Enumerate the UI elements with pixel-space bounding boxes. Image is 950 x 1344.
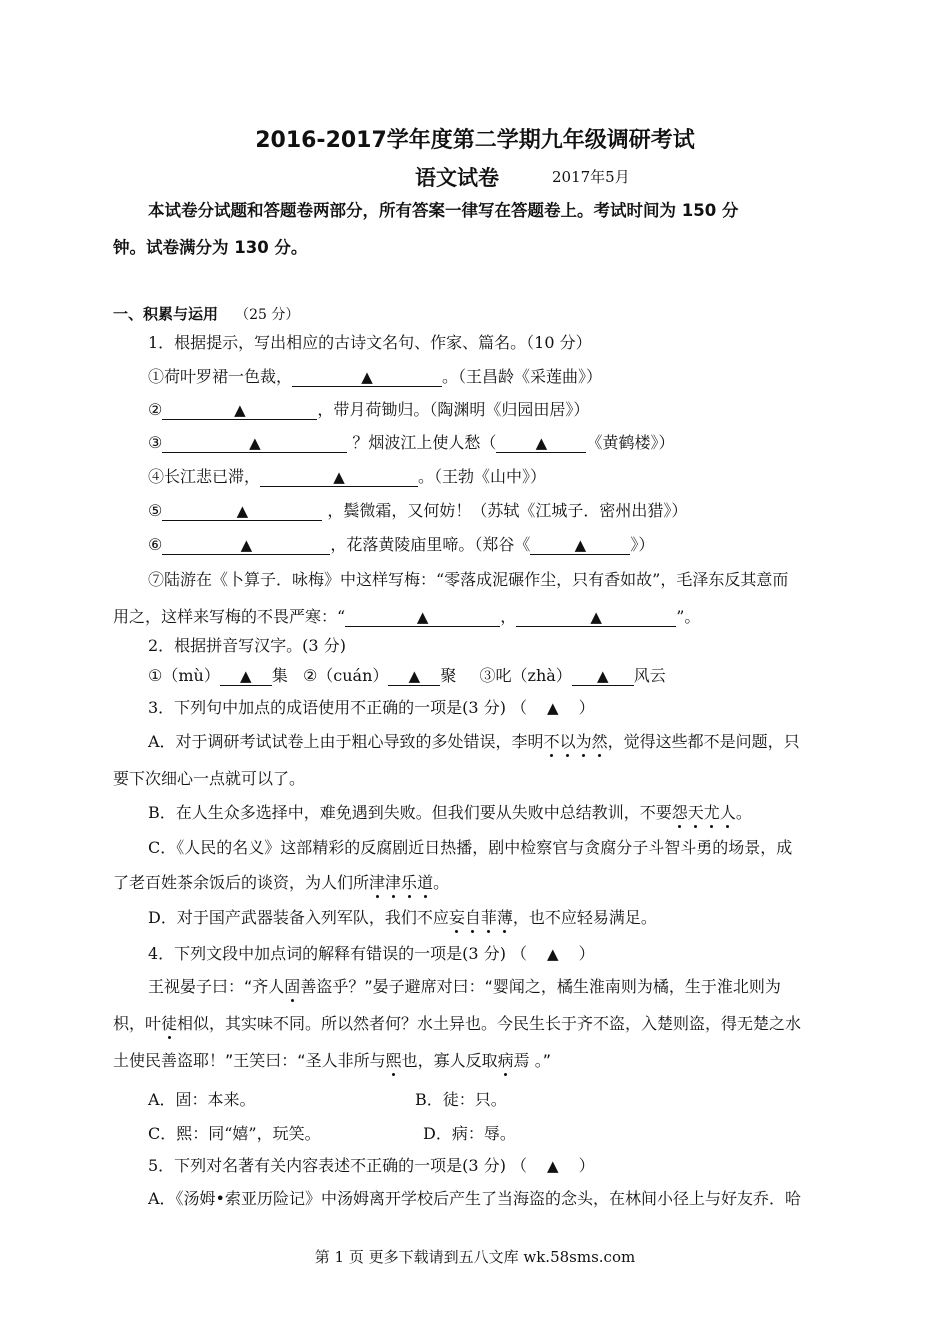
triangle-marker: ▲ (547, 945, 559, 963)
emphasis-char: 津 (369, 873, 386, 892)
dotted-idiom (369, 873, 433, 892)
exam-date: 2017年5月 (552, 168, 630, 186)
emphasis-char: 然 (591, 732, 608, 751)
dotted-idiom (672, 803, 736, 822)
triangle-marker: ▲ (408, 667, 421, 685)
q4-passage-line-1 (148, 977, 781, 997)
dotted-idiom (544, 732, 608, 751)
triangle-marker: ▲ (590, 608, 602, 626)
q4-p3-post: 焉 。” (513, 1051, 552, 1070)
subject-title: 语文试卷 (415, 166, 499, 190)
q1-item-7-post: ”。 (676, 607, 701, 626)
q1-item-4-post: 。（王勃《山中》） (418, 467, 547, 486)
q5-stem-text: 5．下列对名著有关内容表述不正确的一项是(3 分) （ (148, 1156, 528, 1175)
q1-item-1 (148, 367, 602, 387)
q2-b-post: 聚 (440, 666, 457, 685)
triangle-marker: ▲ (547, 1157, 559, 1175)
q1-item-4 (148, 467, 546, 487)
q3-a-pre: A．对于调研考试试卷上由于粗心导致的多处错误，李明 (148, 732, 544, 751)
q4-passage-line-2 (113, 1014, 801, 1034)
section-heading (113, 304, 299, 325)
dotted-word (386, 1051, 402, 1070)
answer-blank (516, 608, 676, 627)
page-footer: 第 1 页 更多下载请到五八文库 wk.58sms.com (314, 1248, 636, 1266)
q2-items (148, 666, 666, 686)
q3-d-pre: D．对于国产武器装备入列军队，我们不应 (148, 908, 449, 927)
emphasis-char: 徒 (161, 1014, 178, 1033)
q1-stem: 1．根据提示，写出相应的古诗文名句、作家、篇名。（10 分） (148, 333, 592, 352)
triangle-marker: ▲ (249, 434, 261, 452)
emphasis-char: 尤 (703, 803, 720, 822)
emphasis-char: 病 (497, 1051, 514, 1070)
q3-a-post: ，觉得这些都不是问题，只 (607, 732, 800, 751)
q3-option-b (148, 803, 752, 823)
answer-blank (388, 667, 440, 686)
q3-close: ） (578, 698, 595, 717)
emphasis-char: 固 (284, 977, 301, 996)
triangle-marker: ▲ (234, 401, 246, 419)
q3-option-a-line-1 (148, 732, 800, 752)
answer-blank (162, 536, 330, 555)
q2-b-pre: ②（cuán） (302, 666, 389, 685)
emphasis-char: 津 (385, 873, 402, 892)
q4-close: ） (578, 944, 595, 963)
q1-item-7-line-1: ⑦陆游在《卜算子．咏梅》中这样写梅：“零落成泥碾作尘，只有香如故”，毛泽东反其意而 (148, 570, 789, 589)
answer-blank (162, 434, 347, 453)
q3-d-post: ，也不应轻易满足。 (512, 908, 657, 927)
q3-option-d (148, 908, 657, 928)
emphasis-char: 怨 (671, 803, 688, 822)
q4-stem (148, 944, 595, 964)
q1-item-7-pre: 用之，这样来写梅的不畏严寒：“ (113, 607, 346, 626)
q4-option-d: D．病：辱。 (423, 1124, 516, 1143)
triangle-marker: ▲ (416, 608, 429, 626)
intro-line-1: 本试卷分试题和答题卷两部分，所有答案一律写在答题卷上。考试时间为 150 分 (148, 201, 739, 220)
answer-blank (572, 667, 634, 686)
q2-c-post: 风云 (633, 666, 666, 685)
q4-p3-mid: 也，寡人反取 (401, 1051, 498, 1070)
triangle-marker: ▲ (236, 502, 249, 520)
q3-option-a-line-2: 要下次细心一点就可以了。 (113, 769, 306, 788)
answer-blank (345, 608, 500, 627)
dotted-word (498, 1051, 514, 1070)
q1-item-2-post: ，带月荷锄归。（陶渊明《归园田居》） (317, 400, 590, 419)
q5-stem (148, 1156, 595, 1176)
q2-c-pre: ③叱（zhà） (479, 666, 572, 685)
q2-a-pre: ①（mù） (148, 666, 220, 685)
emphasis-char: 以 (559, 732, 576, 751)
answer-blank (162, 502, 322, 521)
answer-blank (162, 401, 317, 420)
emphasis-char: 妄 (448, 908, 465, 927)
triangle-marker: ▲ (574, 536, 587, 554)
q5-close: ） (578, 1156, 595, 1175)
q1-item-4-pre: ④长江悲已滞， (148, 467, 261, 486)
emphasis-char: 自 (464, 908, 481, 927)
q3-option-c-line-1: C．《人民的名义》这部精彩的反腐剧近日热播，剧中检察官与贪腐分子斗智斗勇的场景，成 (148, 838, 793, 857)
section-title: 一、积累与运用 (113, 305, 219, 323)
q4-option-c: C．熙：同“嬉”，玩笑。 (148, 1124, 321, 1143)
q1-item-3-post: 《黄鹤楼》） (586, 433, 675, 452)
q1-item-2-pre: ② (148, 400, 163, 419)
triangle-marker: ▲ (597, 667, 609, 685)
emphasis-char: 为 (575, 732, 592, 751)
triangle-marker: ▲ (547, 699, 559, 717)
q3-stem-text: 3．下列句中加点的成语使用不正确的一项是(3 分) （ (148, 698, 528, 717)
answer-blank (220, 667, 272, 686)
q4-option-a: A．固：本来。 (148, 1090, 256, 1109)
q3-option-c-line-2 (113, 873, 449, 893)
emphasis-char: 天 (687, 803, 704, 822)
q4-p2-pre: 枳，叶 (113, 1014, 162, 1033)
q1-item-6 (148, 535, 654, 555)
q1-item-5 (148, 501, 687, 521)
q3-b-pre: B．在人生众多选择中，难免遇到失败。但我们要从失败中总结教训，不要 (148, 803, 672, 822)
q4-p1-post: 善盗乎？”晏子避席对曰：“婴闻之，橘生淮南则为橘，生于淮北则为 (300, 977, 781, 996)
q3-c-pre: 了老百姓茶余饭后的谈资，为人们所 (113, 873, 370, 892)
section-score: （25 分） (235, 307, 300, 323)
q1-item-6-post: 》） (630, 535, 655, 554)
emphasis-char: 人 (719, 803, 736, 822)
emphasis-char: 薄 (496, 908, 513, 927)
q4-p1-pre: 王视晏子曰：“齐人 (148, 977, 285, 996)
triangle-marker: ▲ (361, 368, 373, 386)
q1-item-3 (148, 433, 674, 453)
triangle-marker: ▲ (240, 667, 252, 685)
q2-a-post: 集 (271, 666, 288, 685)
dotted-word (161, 1014, 177, 1033)
dotted-word (284, 977, 300, 996)
q3-stem (148, 698, 595, 718)
triangle-marker: ▲ (333, 468, 345, 486)
q1-item-3-pre: ③ (148, 433, 163, 452)
answer-blank (260, 468, 418, 487)
q1-item-6-pre: ⑥ (148, 535, 163, 554)
q1-item-5-post: ，鬓微霜，又何妨！（苏轼《江城子．密州出猎》） (322, 501, 688, 520)
answer-blank (292, 368, 442, 387)
q1-item-7-line-2 (113, 607, 700, 627)
triangle-marker: ▲ (240, 536, 253, 554)
q1-item-2 (148, 400, 589, 420)
emphasis-char: 熙 (385, 1051, 402, 1070)
q4-p3-pre: 土使民善盗耶！”王笑曰：“圣人非所与 (113, 1051, 386, 1070)
q1-item-1-pre: ①荷叶罗裙一色裁， (148, 367, 293, 386)
q3-b-post: 。 (735, 803, 752, 822)
answer-blank (530, 536, 630, 555)
q4-option-b: B．徒：只。 (415, 1090, 507, 1109)
emphasis-char: 乐 (401, 873, 418, 892)
q2-stem: 2．根据拼音写汉字。(3 分) (148, 636, 346, 655)
q1-item-1-post: 。（王昌龄《采莲曲》） (442, 367, 603, 386)
answer-blank (496, 434, 586, 453)
q3-c-post: 。 (433, 873, 450, 892)
emphasis-char: 菲 (480, 908, 497, 927)
q1-item-3-mid: ？烟波江上使人愁（ (347, 433, 497, 452)
exam-title: 2016-2017学年度第二学期九年级调研考试 (255, 128, 695, 153)
q4-p2-post: 相似，其实味不同。所以然者何？水土异也。今民生长于齐不盗，入楚则盗，得无楚之水 (177, 1014, 802, 1033)
emphasis-char: 道 (417, 873, 434, 892)
q4-passage-line-3 (113, 1051, 551, 1071)
q1-item-5-pre: ⑤ (148, 501, 163, 520)
emphasis-char: 不 (543, 732, 560, 751)
q1-item-7-mid: ， (500, 607, 517, 626)
q1-item-6-mid: ，花落黄陵庙里啼。（郑谷《 (330, 535, 531, 554)
dotted-idiom (449, 908, 513, 927)
intro-line-2: 钟。试卷满分为 130 分。 (113, 238, 308, 257)
q5-option-a-line-1: A．《汤姆•索亚历险记》中汤姆离开学校后产生了当海盗的念头，在林间小径上与好友乔．哈 (148, 1189, 801, 1208)
q4-stem-text: 4．下列文段中加点词的解释有错误的一项是(3 分) （ (148, 944, 528, 963)
triangle-marker: ▲ (535, 434, 548, 452)
